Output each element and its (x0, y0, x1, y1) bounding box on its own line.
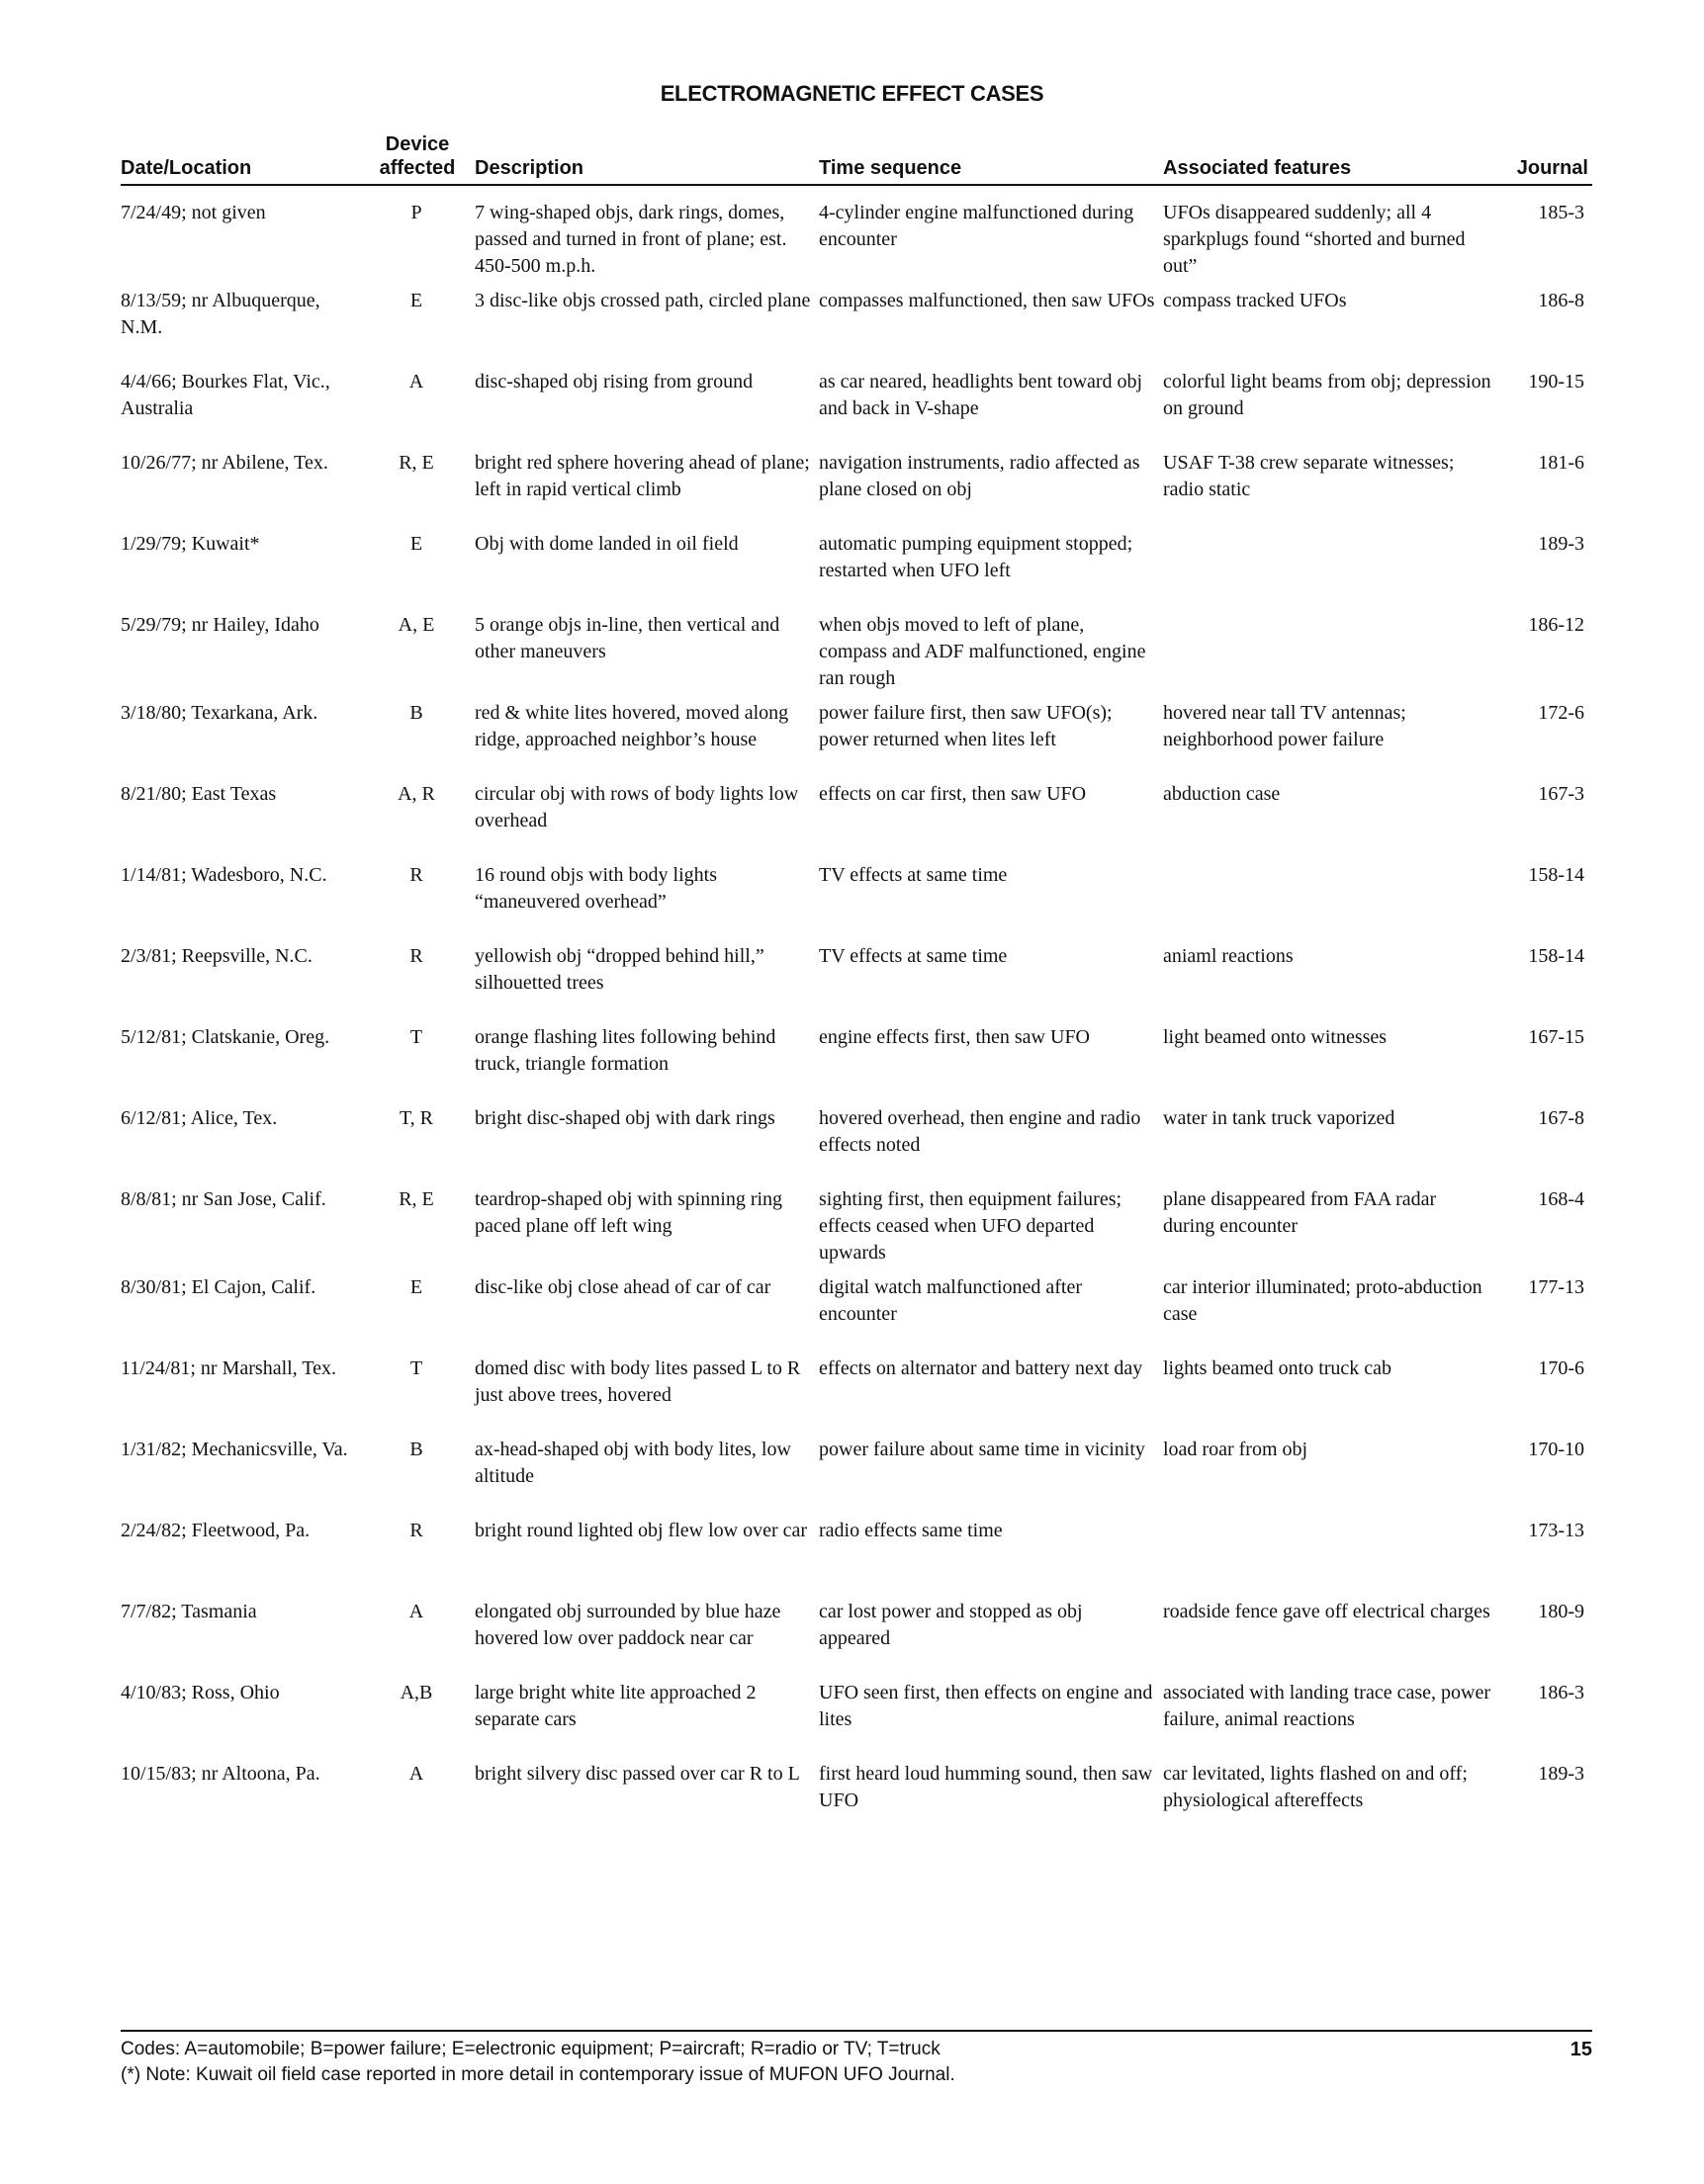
cell-journal: 189-3 (1538, 533, 1584, 555)
table-row (121, 523, 1592, 604)
cell-associated-features: roadside fence gave off electrical charges (1163, 1601, 1490, 1622)
table-row (121, 442, 1592, 523)
footer-divider (121, 2030, 1592, 2032)
cell-description: bright silvery disc passed over car R to L (475, 1763, 800, 1785)
cell-device-affected: R, E (399, 452, 434, 474)
cell-associated-features: plane disappeared from FAA radar during encounter (1163, 1188, 1437, 1237)
cell-time-sequence: first heard loud humming sound, then saw UFO (819, 1763, 1153, 1811)
cell-associated-features (1163, 854, 1499, 935)
cell-description: yellowish obj “dropped behind hill,” silhouetted trees (475, 945, 764, 994)
cell-journal: 170-10 (1528, 1439, 1584, 1460)
cell-description: elongated obj surrounded by blue haze hovered low over paddock near car (475, 1601, 781, 1649)
cell-journal: 158-14 (1528, 945, 1584, 967)
header-journal: Journal (1499, 132, 1592, 185)
cell-description: orange flashing lites following behind truck, triangle formation (475, 1026, 776, 1075)
cell-device-affected: E (409, 533, 423, 555)
cell-time-sequence: digital watch malfunctioned after encounter (819, 1276, 1083, 1325)
table-row (121, 1591, 1592, 1672)
cell-description: 3 disc-like objs crossed path, circled plane (475, 290, 811, 311)
cell-associated-features: colorful light beams from obj; depression on ground (1163, 371, 1491, 419)
cell-time-sequence: effects on alternator and battery next day (819, 1357, 1143, 1379)
cell-device-affected: A (408, 1601, 424, 1622)
cell-device-affected: E (409, 290, 423, 311)
cell-device-affected: T, R (399, 1107, 434, 1129)
cell-journal: 186-8 (1538, 290, 1584, 311)
cell-journal: 180-9 (1538, 1601, 1584, 1622)
cell-description: red & white lites hovered, moved along ridge, approached neighbor’s house (475, 702, 789, 750)
cell-date-location: 3/18/80; Texarkana, Ark. (121, 702, 318, 724)
cell-device-affected: A,B (400, 1682, 433, 1704)
cell-device-affected: R (409, 864, 423, 886)
cell-associated-features: abduction case (1163, 783, 1281, 805)
cell-date-location: 7/7/82; Tasmania (121, 1601, 257, 1622)
cell-device-affected: T (409, 1357, 423, 1379)
cell-time-sequence: when objs moved to left of plane, compass and ADF malfunctioned, engine ran rough (819, 614, 1146, 689)
cell-associated-features (1163, 523, 1499, 604)
cell-device-affected: R (409, 945, 423, 967)
cell-time-sequence: 4-cylinder engine malfunctioned during encounter (819, 202, 1134, 250)
cell-date-location: 10/15/83; nr Altoona, Pa. (121, 1763, 320, 1785)
cell-time-sequence: engine effects first, then saw UFO (819, 1026, 1091, 1048)
cell-date-location: 4/10/83; Ross, Ohio (121, 1682, 280, 1704)
table-row (121, 773, 1592, 854)
cell-journal: 186-3 (1538, 1682, 1584, 1704)
cell-associated-features: compass tracked UFOs (1163, 290, 1347, 311)
cell-associated-features: hovered near tall TV antennas; neighborhood power failure (1163, 702, 1406, 750)
cell-associated-features: lights beamed onto truck cab (1163, 1357, 1392, 1379)
cell-device-affected: A, R (398, 783, 435, 805)
table-row (121, 1429, 1592, 1510)
cell-description: bright disc-shaped obj with dark rings (475, 1107, 775, 1129)
cell-description: circular obj with rows of body lights low overhead (475, 783, 799, 831)
cell-description: domed disc with body lites passed L to R just above trees, hovered (475, 1357, 801, 1406)
cell-journal: 186-12 (1528, 614, 1584, 636)
footer (121, 2037, 1592, 2088)
cell-time-sequence: radio effects same time (819, 1520, 1003, 1541)
cell-associated-features: aniaml reactions (1163, 945, 1294, 967)
header-device-line2: affected (379, 157, 456, 179)
cell-description: bright round lighted obj flew low over car (475, 1520, 808, 1541)
cell-date-location: 8/8/81; nr San Jose, Calif. (121, 1188, 326, 1210)
table-row (121, 692, 1592, 773)
cell-description: ax-head-shaped obj with body lites, low altitude (475, 1439, 791, 1487)
header-device-line1: Device (385, 133, 450, 155)
cell-time-sequence: as car neared, headlights bent toward obj and back in V-shape (819, 371, 1143, 419)
cell-date-location: 8/21/80; East Texas (121, 783, 277, 805)
cell-device-affected: R, E (399, 1188, 434, 1210)
table-row (121, 1510, 1592, 1591)
cell-description: disc-shaped obj rising from ground (475, 371, 754, 393)
header-device-affected (366, 132, 475, 185)
cell-time-sequence: car lost power and stopped as obj appeared (819, 1601, 1083, 1649)
cell-time-sequence: automatic pumping equipment stopped; restarted when UFO left (819, 533, 1133, 581)
table-row (121, 361, 1592, 442)
cell-device-affected: B (409, 702, 423, 724)
cell-journal: 190-15 (1528, 371, 1584, 393)
cell-journal: 181-6 (1538, 452, 1584, 474)
cell-journal: 168-4 (1538, 1188, 1584, 1210)
table-row (121, 1753, 1592, 1834)
cell-time-sequence: effects on car first, then saw UFO (819, 783, 1087, 805)
header-description: Description (475, 132, 819, 185)
table-row (121, 1348, 1592, 1429)
cell-device-affected: A (408, 1763, 424, 1785)
cell-journal: 185-3 (1538, 202, 1584, 223)
cell-journal: 170-6 (1538, 1357, 1584, 1379)
cell-journal: 167-8 (1538, 1107, 1584, 1129)
header-row (121, 132, 1592, 185)
cell-device-affected: P (410, 202, 422, 223)
page-title: ELECTROMAGNETIC EFFECT CASES (660, 81, 1044, 106)
cell-description: 7 wing-shaped objs, dark rings, domes, passed and turned in front of plane; est. 450-500 m.p.h. (475, 202, 787, 277)
cases-table (121, 132, 1592, 1834)
cell-associated-features: water in tank truck vaporized (1163, 1107, 1395, 1129)
cell-time-sequence: navigation instruments, radio affected as plane closed on obj (819, 452, 1140, 500)
cell-journal: 172-6 (1538, 702, 1584, 724)
cell-date-location: 10/26/77; nr Abilene, Tex. (121, 452, 328, 474)
cell-associated-features: USAF T-38 crew separate witnesses; radio static (1163, 452, 1455, 500)
cell-description: bright red sphere hovering ahead of plane; left in rapid vertical climb (475, 452, 810, 500)
cell-description: teardrop-shaped obj with spinning ring paced plane off left wing (475, 1188, 783, 1237)
cell-date-location: 4/4/66; Bourkes Flat, Vic., Australia (121, 371, 330, 419)
cell-associated-features: UFOs disappeared suddenly; all 4 sparkplugs found “shorted and burned out” (1163, 202, 1466, 277)
table-row (121, 185, 1592, 280)
cell-associated-features: car interior illuminated; proto-abduction case (1163, 1276, 1482, 1325)
cell-associated-features: load roar from obj (1163, 1439, 1308, 1460)
cell-description: 5 orange objs in-line, then vertical and other maneuvers (475, 614, 780, 662)
cell-time-sequence: compasses malfunctioned, then saw UFOs (819, 290, 1155, 311)
cell-date-location: 8/30/81; El Cajon, Calif. (121, 1276, 316, 1298)
cell-description: 16 round objs with body lights “maneuvered overhead” (475, 864, 718, 913)
table-row (121, 604, 1592, 692)
table-row (121, 1267, 1592, 1348)
cell-associated-features: car levitated, lights flashed on and off; physiological aftereffects (1163, 1763, 1468, 1811)
cell-associated-features: associated with landing trace case, power failure, animal reactions (1163, 1682, 1490, 1730)
cell-time-sequence: TV effects at same time (819, 945, 1008, 967)
cell-date-location: 8/13/59; nr Albuquerque, N.M. (121, 290, 320, 338)
cell-device-affected: E (409, 1276, 423, 1298)
cell-date-location: 7/24/49; not given (121, 202, 266, 223)
table-row (121, 1016, 1592, 1097)
cell-journal: 177-13 (1528, 1276, 1584, 1298)
cell-associated-features (1163, 604, 1499, 692)
cell-device-affected: T (409, 1026, 423, 1048)
table-row (121, 935, 1592, 1016)
header-date-location: Date/Location (121, 132, 366, 185)
cell-time-sequence: TV effects at same time (819, 864, 1008, 886)
table-row (121, 854, 1592, 935)
table-body (121, 185, 1592, 1834)
cell-description: disc-like obj close ahead of car of car (475, 1276, 771, 1298)
cell-date-location: 1/14/81; Wadesboro, N.C. (121, 864, 327, 886)
codes-legend: Codes: A=automobile; B=power failure; E=electronic equipment; P=aircraft; R=radio or TV; T=truck (121, 2039, 941, 2059)
cell-journal: 189-3 (1538, 1763, 1584, 1785)
cell-associated-features: light beamed onto witnesses (1163, 1026, 1388, 1048)
table-row (121, 1179, 1592, 1267)
cell-description: large bright white lite approached 2 separate cars (475, 1682, 757, 1730)
footnote: (*) Note: Kuwait oil field case reported in more detail in contemporary issue of MUFON UFO Journal. (121, 2064, 955, 2085)
table-row (121, 1097, 1592, 1179)
cell-time-sequence: power failure about same time in vicinity (819, 1439, 1145, 1460)
cell-date-location: 11/24/81; nr Marshall, Tex. (121, 1357, 337, 1379)
table-row (121, 1672, 1592, 1753)
cell-date-location: 6/12/81; Alice, Tex. (121, 1107, 278, 1129)
cell-time-sequence: sighting first, then equipment failures; effects ceased when UFO departed upwards (819, 1188, 1122, 1264)
cell-device-affected: A (408, 371, 424, 393)
cell-time-sequence: UFO seen first, then effects on engine and lites (819, 1682, 1153, 1730)
cell-date-location: 2/3/81; Reepsville, N.C. (121, 945, 313, 967)
cell-date-location: 5/12/81; Clatskanie, Oreg. (121, 1026, 330, 1048)
cell-date-location: 2/24/82; Fleetwood, Pa. (121, 1520, 311, 1541)
cell-device-affected: B (409, 1439, 423, 1460)
cell-journal: 173-13 (1528, 1520, 1584, 1541)
cell-associated-features (1163, 1510, 1499, 1591)
cell-time-sequence: hovered overhead, then engine and radio effects noted (819, 1107, 1141, 1156)
cell-device-affected: R (409, 1520, 423, 1541)
table-row (121, 280, 1592, 361)
header-associated-features: Associated features (1163, 132, 1499, 185)
cell-date-location: 5/29/79; nr Hailey, Idaho (121, 614, 319, 636)
cell-date-location: 1/29/79; Kuwait* (121, 533, 260, 555)
cell-journal: 158-14 (1528, 864, 1584, 886)
cell-date-location: 1/31/82; Mechanicsville, Va. (121, 1439, 348, 1460)
cell-description: Obj with dome landed in oil field (475, 533, 739, 555)
cell-time-sequence: power failure first, then saw UFO(s); power returned when lites left (819, 702, 1113, 750)
cell-device-affected: A, E (398, 614, 435, 636)
cell-journal: 167-3 (1538, 783, 1584, 805)
header-time-sequence: Time sequence (819, 132, 1163, 185)
cell-journal: 167-15 (1528, 1026, 1584, 1048)
page-number: 15 (1569, 2039, 1592, 2060)
